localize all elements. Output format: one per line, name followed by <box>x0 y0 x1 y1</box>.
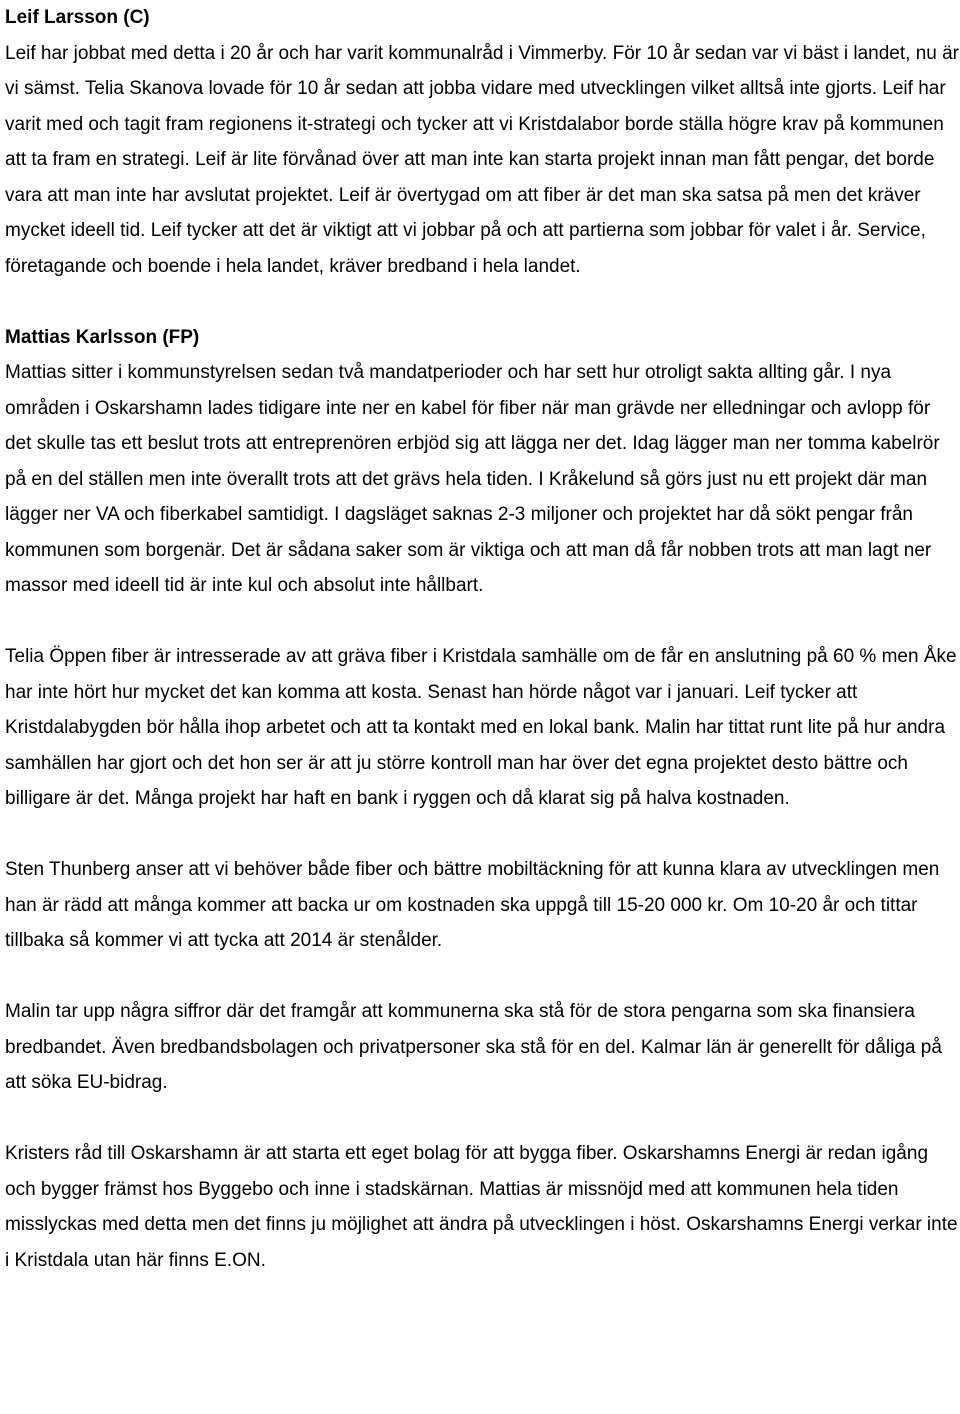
sentence: Kalmar län är generellt för dåliga på att söka EU-bidrag. <box>5 1036 942 1093</box>
paragraph <box>5 852 960 959</box>
sentence: I Kråkelund så görs just nu ett projekt där man lägger ner VA och fiberkabel samtidigt. <box>5 468 928 525</box>
document-section <box>5 1136 960 1278</box>
paragraph <box>5 36 960 285</box>
sentence: Sten Thunberg anser att vi behöver både fiber och bättre mobiltäckning för att kunna klara av utvecklingen men han är rädd att många kommer att backa ur om kostnaden ska uppgå till 15-20 000 kr. <box>5 859 940 916</box>
sentence: Leif tycker att Kristdalabygden bör hålla ihop arbetet och att ta kontakt med en lokal bank. <box>5 681 858 738</box>
sentence: Även bredbandsbolagen och privatpersoner ska stå för en del. <box>111 1036 636 1058</box>
sentence: I nya områden i Oskarshamn lades tidigare inte ner en kabel för fiber när man grävde ner elledningar och avlopp för det skulle tas ett beslut trots att entreprenören erbjöd sig att lägga ner det. <box>5 362 931 454</box>
sentence: Malin har tittat runt lite på hur andra samhällen har gjort och det hon ser är att ju större kontroll man har över det egna projektet desto bättre och billigare är det. <box>5 717 946 809</box>
sentence: Leif har jobbat med detta i 20 år och har varit kommunalråd i Vimmerby. <box>5 42 608 64</box>
sentence: Leif tycker att det är viktigt att vi jobbar på och att partierna som jobbar för valet i år. <box>150 220 852 241</box>
paragraph <box>5 355 960 604</box>
sentence: Oskarshamns Energi verkar inte i Kristdala utan här finns E.ON. <box>5 1214 958 1271</box>
sentence: Idag lägger man ner tomma kabelrör på en del ställen men inte överallt trots att det grävs hela tiden. <box>5 433 940 490</box>
sentence: Leif är övertygad om att fiber är det man ska satsa på men det kräver mycket ideell tid. <box>5 184 921 241</box>
document-section <box>5 852 960 959</box>
section-heading: Leif Larsson (C) <box>5 7 150 28</box>
sentence: I dagsläget saknas 2-3 miljoner och projektet har då sökt pengar från kommunen som borgenär. <box>5 504 913 561</box>
sentence: För 10 år sedan var vi bäst i landet, nu är vi sämst. <box>5 42 960 99</box>
section-heading: Mattias Karlsson (FP) <box>5 326 200 348</box>
sentence: Kristers råd till Oskarshamn är att starta ett eget bolag för att bygga fiber. <box>5 1143 618 1164</box>
document-section <box>5 639 960 817</box>
paragraph <box>5 1136 960 1278</box>
sentence: Mattias är missnöjd med att kommunen hela tiden misslyckas med detta men det finns ju möjlighet att ändra på utvecklingen i höst. <box>5 1178 899 1235</box>
paragraph <box>5 639 960 817</box>
sentence: Leif är lite förvånad över att man inte kan starta projekt innan man fått pengar, det borde vara att man inte har avslutat projektet. <box>5 149 935 206</box>
sentence: Många projekt har haft en bank i ryggen och då klarat sig på halva kostnaden. <box>134 788 790 809</box>
document-body <box>5 0 960 1314</box>
paragraph <box>5 994 960 1101</box>
sentence: Oskarshamns Energi är redan igång och bygger främst hos Byggebo och inne i stadskärnan. <box>5 1143 929 1200</box>
sentence: Senast han hörde något var i januari. <box>427 681 740 703</box>
sentence: Malin tar upp några siffror där det framgår att kommunerna ska stå för de stora pengarna som ska finansiera bredbandet. <box>5 1001 915 1058</box>
document-section <box>5 0 960 284</box>
sentence: Leif har varit med och tagit fram regionens it-strategi och tycker att vi Kristdalabor borde ställa högre krav på kommunen att ta fram en strategi. <box>5 78 946 170</box>
sentence: Service, företagande och boende i hela landet, kräver bredband i hela landet. <box>5 220 926 277</box>
sentence: Om 10-20 år och tittar tillbaka så kommer vi att tycka att 2014 är stenålder. <box>5 894 918 951</box>
sentence: Mattias sitter i kommunstyrelsen sedan två mandatperioder och har sett hur otroligt sakta allting går. <box>5 362 845 383</box>
sentence: Det är sådana saker som är viktiga och att man då får nobben trots att man lagt ner massor med ideell tid är inte kul och absolut inte hållbart. <box>5 539 932 596</box>
document-section <box>5 320 960 604</box>
sentence: Telia Öppen fiber är intresserade av att gräva fiber i Kristdala samhälle om de får en anslutning på 60 % men Åke har inte hört hur mycket det kan komma att kosta. <box>5 646 957 703</box>
document-section <box>5 994 960 1101</box>
sentence: Telia Skanova lovade för 10 år sedan att jobba vidare med utvecklingen vilket alltså inte gjorts. <box>84 78 878 99</box>
